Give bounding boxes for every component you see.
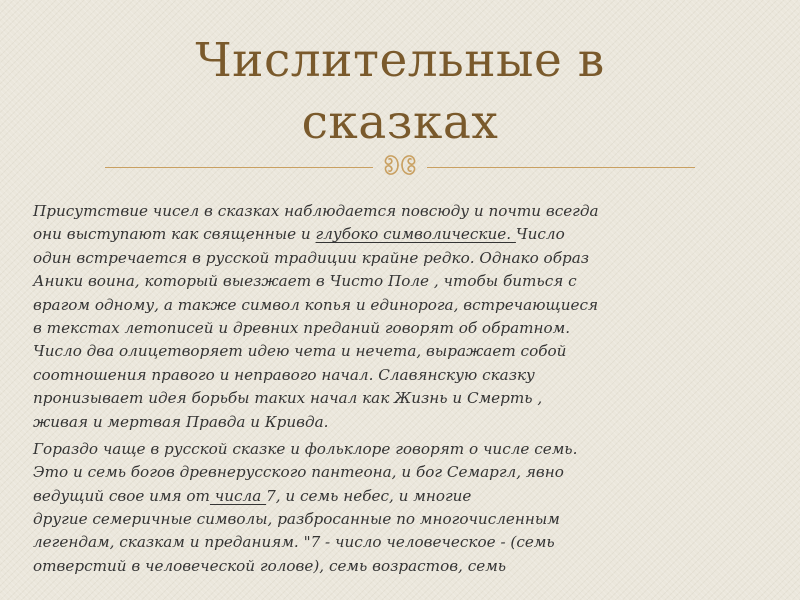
text-line: соотношения правого и неправого начал. Славянскую сказку	[33, 365, 535, 384]
text-line: в текстах летописей и древних преданий говорят об обратном.	[33, 318, 571, 337]
slide-body	[33, 200, 775, 582]
text-line: Число два олицетворяет идею чета и нечета, выражает собой	[33, 342, 567, 361]
title-divider	[105, 150, 695, 180]
slide-title	[0, 30, 800, 154]
paragraph-1	[33, 200, 775, 434]
text-line: Аники воина, который выезжает в Чисто Поле , чтобы биться с	[33, 272, 577, 291]
title-line-1: Числительные в	[195, 33, 605, 88]
text-line: живая и мертвая Правда и Кривда.	[33, 412, 329, 431]
text-line: один встречается в русской традиции крайне редко. Однако образ	[33, 248, 590, 267]
divider-rule-left	[105, 167, 373, 168]
text-line: Это и семь богов древнерусского пантеона, и бог Семаргл, явно	[33, 463, 564, 482]
text-line	[33, 223, 775, 246]
text-line: легендам, сказкам и преданиям. "7 - число человеческое - (семь	[33, 533, 555, 552]
text-span: 7, и семь небес, и многие	[266, 486, 472, 505]
divider-rule-right	[427, 167, 695, 168]
text-line: врагом одному, а также символ копья и единорога, встречающиеся	[33, 295, 599, 314]
underlined-link[interactable]: числа	[209, 486, 267, 505]
text-span: Число	[515, 225, 565, 244]
text-line	[33, 485, 775, 508]
text-line: другие семеричные символы, разбросанные по многочисленным	[33, 510, 560, 529]
text-line: Гораздо чаще в русской сказке и фольклоре говорят о числе семь.	[33, 439, 578, 458]
text-line: пронизывает идея борьбы таких начал как Жизнь и Смерть ,	[33, 389, 543, 408]
curl-ornament-icon	[383, 150, 417, 180]
underlined-link[interactable]: глубоко символические.	[315, 225, 516, 244]
text-line: отверстий в человеческой голове), семь возрастов, семь	[33, 556, 507, 575]
title-line-2: сказках	[301, 95, 499, 150]
text-line: Присутствие чисел в сказках наблюдается повсюду и почти всегда	[33, 202, 599, 220]
paragraph-2	[33, 438, 775, 578]
text-span: они выступают как священные и	[33, 225, 316, 244]
text-span: ведущий свое имя от	[33, 486, 210, 505]
